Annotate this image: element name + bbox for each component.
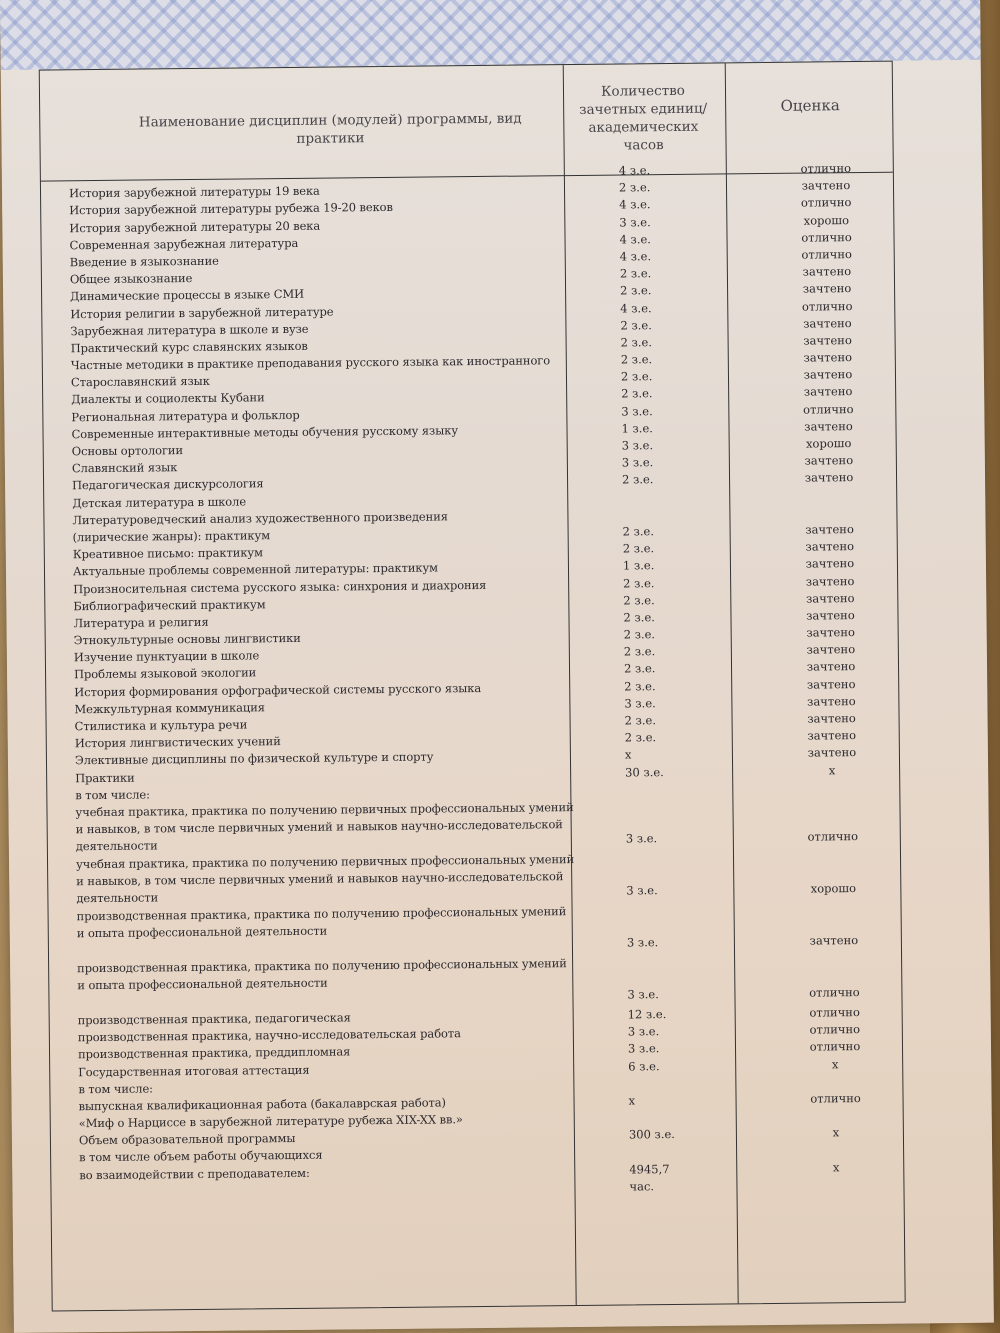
grade-value: хорошо	[810, 881, 857, 896]
credits-value: 1 з.е.	[622, 558, 655, 573]
discipline-name: в том числе объем работы обучающихся	[79, 1148, 323, 1165]
credits-value: 3 з.е.	[621, 403, 653, 419]
credits-value: х	[624, 747, 632, 762]
credits-value: 2 з.е.	[624, 713, 657, 728]
credits-value: 2 з.е.	[622, 524, 655, 539]
credits-value: 2 з.е.	[620, 283, 652, 298]
table-row	[49, 900, 901, 961]
credits-value: 2 з.е.	[623, 575, 655, 591]
credits-value: 2 з.е.	[620, 369, 653, 384]
grade-value: зачтено	[805, 539, 855, 554]
discipline-name: Библиографический практикум	[73, 596, 266, 613]
credits-value	[629, 1143, 689, 1144]
discipline-name: Региональная литература и фольклор	[71, 407, 300, 424]
grade-value: зачтено	[805, 573, 855, 589]
credits-value	[628, 1075, 688, 1076]
grade-value: зачтено	[805, 522, 854, 537]
discipline-name: производственная практика, практика по получению профессиональных умений и опыта профессиональной деятельности	[77, 956, 567, 993]
grade-value	[785, 1072, 885, 1073]
header-grade: Оценка	[780, 96, 840, 115]
grade-value: зачтено	[802, 264, 852, 279]
credits-value: 2 з.е.	[623, 610, 655, 625]
discipline-name: Межкультурная коммуникация	[74, 700, 265, 717]
discipline-name: Практики	[75, 770, 135, 785]
grade-value: зачтено	[807, 745, 857, 760]
grade-value: зачтено	[806, 676, 856, 692]
discipline-name: Динамические процессы в языке СМИ	[70, 287, 305, 304]
discipline-name: История зарубежной литературы 20 века	[69, 218, 321, 235]
discipline-name: Объем образовательной программы	[78, 1131, 296, 1148]
grade-value: отлично	[809, 1004, 860, 1020]
credits-value: 4 з.е.	[619, 231, 651, 247]
discipline-name: Введение в языкознание	[69, 253, 219, 270]
discipline-name: в том числе:	[75, 787, 150, 803]
discipline-name: Этнокультурные основы лингвистики	[73, 630, 301, 648]
grade-value: зачтено	[807, 711, 856, 726]
discipline-name: История зарубежной литературы рубежа 19-20 веков	[69, 200, 393, 218]
discipline-name: (лирические жанры): практикум	[72, 528, 271, 545]
discipline-name: учебная практика, практика по получению первичных профессиональных умений и навыков, в том числе первичных умений и навыков научно-исследовательской деятельности	[75, 799, 574, 854]
discipline-name: История формирования орфографической системы русского языка	[74, 680, 482, 699]
credits-value	[622, 488, 682, 489]
discipline-name: Современная зарубежная литература	[69, 235, 299, 253]
credits-value	[629, 1109, 689, 1110]
credits-value: 2 з.е.	[624, 730, 657, 745]
grade-value: отлично	[807, 828, 859, 844]
credits-value: 2 з.е.	[623, 644, 656, 659]
credits-value: 4945,7 час.	[629, 1161, 670, 1194]
discipline-name: во взаимодействии с преподавателем:	[79, 1165, 310, 1182]
grade-value: зачтено	[809, 933, 859, 948]
grade-value: отлично	[801, 298, 853, 314]
grade-value: зачтено	[805, 556, 855, 571]
discipline-name: в том числе:	[78, 1081, 153, 1096]
grade-value: хорошо	[805, 436, 852, 451]
credits-value: 4 з.е.	[618, 163, 651, 178]
grade-value: зачтено	[803, 315, 852, 331]
decorative-security-border	[0, 0, 981, 70]
credits-value: 2 з.е.	[623, 661, 656, 676]
grade-value	[786, 1107, 886, 1108]
credits-value: 2 з.е.	[623, 627, 656, 642]
discipline-name: «Миф о Нарциссе в зарубежной литературе рубежа XIX-XX вв.»	[78, 1112, 463, 1131]
grade-value	[779, 486, 879, 487]
discipline-name: Государственная итоговая аттестация	[78, 1062, 310, 1079]
discipline-name: Современные интерактивные методы обучения русскому языку	[71, 423, 459, 442]
grade-value: отлично	[800, 161, 852, 176]
grade-value: отлично	[809, 1022, 861, 1037]
discipline-name: Актуальные проблемы современной литературы: практикум	[72, 560, 439, 579]
discipline-name: Славянский язык	[71, 460, 178, 476]
table-body	[41, 160, 904, 1194]
discipline-name: Литературоведческий анализ художественного произведения	[72, 509, 448, 528]
credits-value: 30 з.е.	[625, 764, 664, 780]
credits-value: 2 з.е.	[622, 541, 655, 556]
grade-value: отлично	[803, 401, 854, 417]
grade-value: х	[832, 1125, 840, 1140]
table-row	[49, 952, 901, 1013]
grade-value: зачтено	[804, 470, 854, 485]
grade-value: отлично	[801, 229, 852, 245]
discipline-name: производственная практика, практика по получению профессиональных умений и опыта профессиональной деятельности	[76, 904, 567, 941]
credits-value: 3 з.е.	[621, 438, 654, 453]
grade-value: отлично	[800, 195, 852, 210]
credits-value: 4 з.е.	[619, 249, 652, 264]
grade-value: х	[832, 1159, 840, 1174]
table-row	[47, 796, 899, 857]
grade-value: зачтено	[806, 607, 855, 623]
grade-value: отлично	[809, 1039, 861, 1054]
credits-value: 2 з.е.	[620, 352, 653, 367]
credits-value: 3 з.е.	[626, 883, 658, 898]
grade-value: зачтено	[807, 728, 857, 743]
grade-value: зачтено	[803, 332, 852, 348]
credits-value: 6 з.е.	[628, 1058, 660, 1073]
credits-value: 2 з.е.	[621, 472, 654, 487]
discipline-name: Общее языкознание	[69, 271, 193, 287]
discipline-name: Стилистика и культура речи	[74, 717, 248, 734]
credits-value: 3 з.е.	[627, 1024, 660, 1039]
grade-value: зачтено	[806, 642, 856, 657]
discipline-name: Основы ортологии	[71, 443, 184, 459]
grade-value	[782, 779, 882, 780]
header-discipline-name: Наименование дисциплин (модулей) программы, вид практики	[138, 110, 522, 147]
grade-value: зачтено	[801, 178, 851, 193]
discipline-name: Произносительная система русского языка: синхрония и диахрония	[73, 577, 487, 596]
grade-value: хорошо	[803, 212, 850, 228]
credits-value: х	[628, 1093, 636, 1108]
credits-value	[625, 781, 685, 782]
grade-value	[779, 504, 879, 505]
discipline-name: Педагогическая дискурсология	[72, 476, 264, 493]
grade-value: зачтено	[804, 418, 853, 434]
credits-value: 1 з.е.	[621, 420, 653, 436]
grade-value	[786, 1141, 886, 1142]
credits-value: 3 з.е.	[627, 1041, 660, 1056]
grade-value: зачтено	[803, 384, 853, 400]
credits-value: 4 з.е.	[620, 300, 652, 316]
discipline-name: учебная практика, практика по получению первичных профессиональных умений и навыков, в том числе первичных умений и навыков научно-исследовательской деятельности	[75, 851, 575, 906]
credits-value: 3 з.е.	[627, 987, 659, 1002]
grades-table	[39, 61, 906, 1312]
discipline-name: Зарубежная литература в школе и вузе	[70, 321, 309, 338]
credits-value: 2 з.е.	[618, 180, 651, 195]
grade-value: х	[831, 1056, 839, 1071]
grade-value: отлично	[810, 1090, 861, 1106]
discipline-name: выпускная квалификационная работа (бакалаврская работа)	[78, 1095, 446, 1114]
discipline-name: Проблемы языковой экологии	[73, 665, 257, 682]
grade-value: зачтено	[803, 367, 853, 382]
discipline-name: Практический курс славянских языков	[70, 338, 308, 356]
credits-value: 300 з.е.	[628, 1127, 675, 1142]
discipline-name: История религии в зарубежной литературе	[70, 304, 334, 321]
credits-value: 3 з.е.	[621, 455, 654, 470]
grade-value: зачтено	[802, 281, 852, 296]
credits-value: 2 з.е.	[619, 266, 652, 281]
discipline-name: История зарубежной литературы 19 века	[68, 183, 320, 201]
discipline-name: производственная практика, научно-исследовательская работа	[77, 1026, 461, 1045]
credits-value: 2 з.е.	[620, 317, 652, 333]
credits-value: 4 з.е.	[619, 197, 651, 212]
credits-value: 3 з.е.	[625, 831, 658, 846]
grade-value: зачтено	[806, 625, 855, 640]
grade-value: зачтено	[806, 659, 856, 675]
grade-value: зачтено	[804, 453, 854, 468]
grade-value: зачтено	[805, 590, 855, 606]
discipline-name: Изучение пунктуации в школе	[73, 648, 260, 665]
discipline-name: Креативное письмо: практикум	[72, 545, 263, 562]
discipline-name: Литература и религия	[73, 614, 209, 631]
discipline-name: Элективные дисциплины по физической культуре и спорту	[74, 749, 434, 768]
credits-value: 2 з.е.	[624, 678, 656, 694]
grade-value: отлично	[801, 247, 852, 262]
grade-value: отлично	[809, 984, 860, 1000]
discipline-name: Детская литература в школе	[72, 494, 247, 510]
discipline-name: Диалекты и социолекты Кубани	[71, 390, 265, 407]
table-row	[48, 848, 900, 909]
discipline-name: производственная практика, педагогическая	[77, 1010, 351, 1028]
discipline-name: История лингвистических учений	[74, 734, 281, 751]
discipline-name: производственная практика, преддипломная	[77, 1044, 351, 1062]
header-credits: Количество зачетных единиц/ академических часов	[579, 82, 708, 154]
credits-value: 12 з.е.	[627, 1007, 667, 1022]
credits-value: 2 з.е.	[623, 592, 655, 608]
credits-value: 3 з.е.	[626, 935, 659, 950]
credits-value	[622, 506, 682, 507]
credits-value: 3 з.е.	[619, 214, 651, 230]
grade-value: х	[828, 762, 836, 777]
credits-value: 2 з.е.	[620, 335, 653, 350]
discipline-name: Старославянский язык	[70, 374, 210, 390]
credits-value: 3 з.е.	[624, 695, 656, 711]
discipline-name: Частные методики в практике преподавания русского языка как иностранного	[70, 353, 551, 373]
grade-value: зачтено	[803, 350, 853, 365]
grade-value: зачтено	[807, 693, 856, 709]
credits-value: 2 з.е.	[621, 386, 653, 401]
